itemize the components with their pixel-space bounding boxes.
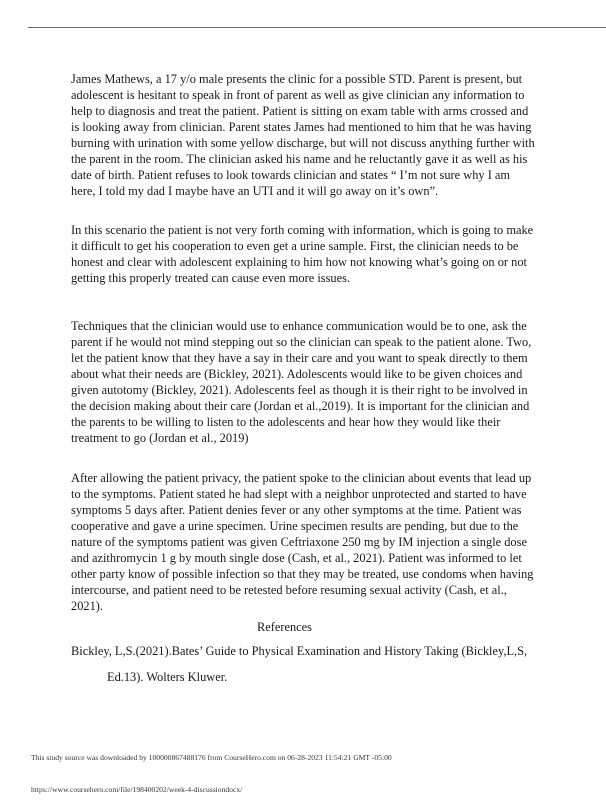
- download-note: This study source was downloaded by 100000867488176 from CourseHero.com on 06-28-2023 11:54:21 GMT -05:00: [31, 753, 392, 762]
- paragraph-scenario: In this scenario the patient is not very forth coming with information, which is going to make it difficult to get his cooperation to even get a urine sample. First, the clinician needs to be honest and clear with adolescent explaining to him how not knowing what’s going on or not getting this properly treated can cause even more issues.: [71, 223, 534, 285]
- header-rule: [28, 27, 606, 28]
- references-heading: [0, 619, 540, 635]
- references-heading-text: References: [256, 620, 313, 634]
- paragraph-techniques: Techniques that the clinician would use to enhance communication would be to one, ask the parent if he would not mind stepping out so the clinician can speak to the patient alone. Two, let the patient know that they have a say in their care and you want to speak directly to them about what their needs are (Bickley, 2021). Adolescents would like to be given choices and given autotomy (Bickley, 2021). Adolescents feel as though it is their right to be involved in the decision making about their care (Jordan et al.,2019). It is important for the clinician and the parents to be willing to listen to the adolescents and hear how they would like their treatment to go (Jordan et al., 2019): [71, 319, 532, 445]
- reference-entry: Bickley, L,S.(2021).Bates’ Guide to Physical Examination and History Taking (Bickley,L,S,: [71, 644, 528, 658]
- source-url[interactable]: https://www.coursehero.com/file/198400202/week-4-discussiondocx/: [31, 785, 243, 794]
- reference-entry-continuation: Ed.13). Wolters Kluwer.: [107, 670, 228, 684]
- paragraph-case-presentation: James Mathews, a 17 y/o male presents the clinic for a possible STD. Parent is present, but adolescent is hesitant to speak in front of parent as well as give clinician any information to help to diagnosis and treat the patient. Patient is sitting on exam table with arms crossed and is looking away from clinician. Parent states James had mentioned to him that he was having burning with urination with some yellow discharge, but will not discuss anything further with the parent in the room. The clinician asked his name and he reluctantly gave it as well as his date of birth. Patient refuses to look towards clinician and states “ I’m not sure why I am here, I told my dad I maybe have an UTI and it will go away on it’s own”.: [71, 72, 535, 198]
- paragraph-outcome: After allowing the patient privacy, the patient spoke to the clinician about events that lead up to the symptoms. Patient stated he had slept with a neighbor unprotected and started to have symptoms 5 days after. Patient denies fever or any other symptoms at the time. Patient was cooperative and gave a urine specimen. Urine specimen results are pending, but due to the nature of the symptoms patient was given Ceftriaxone 250 mg by IM injection a single dose and azithromycin 1 g by mouth single dose (Cash, et al., 2021). Patient was informed to let other party know of possible infection so that they may be treated, use condoms when having intercourse, and patient need to be retested before resuming sexual activity (Cash, et al., 2021).: [71, 471, 534, 613]
